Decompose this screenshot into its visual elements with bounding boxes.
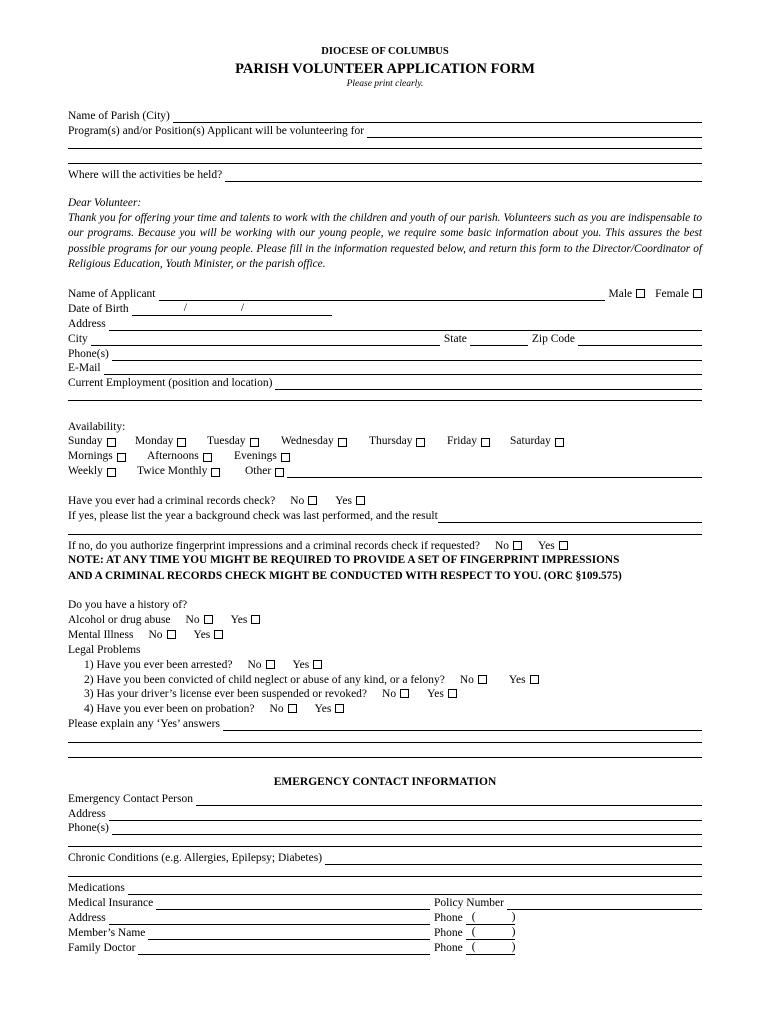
yes-label: Yes bbox=[335, 495, 353, 507]
mental-yes bbox=[194, 628, 224, 642]
other-label: Other bbox=[245, 465, 272, 477]
yes-label: Yes bbox=[427, 688, 444, 700]
day-sunday bbox=[68, 434, 116, 448]
probation-row bbox=[84, 702, 702, 716]
probation-no-checkbox[interactable] bbox=[288, 704, 297, 713]
programs-field[interactable] bbox=[367, 126, 702, 138]
parish-name-label: Name of Parish (City) bbox=[68, 110, 170, 122]
parish-name-row bbox=[68, 109, 702, 123]
emergency-person-label: Emergency Contact Person bbox=[68, 793, 193, 805]
policy-field[interactable] bbox=[507, 898, 702, 910]
criminal-check-yes bbox=[335, 494, 365, 508]
email-row bbox=[68, 361, 702, 375]
employment-row bbox=[68, 376, 702, 390]
twice-monthly-checkbox[interactable] bbox=[211, 468, 220, 477]
programs-field-line-2[interactable] bbox=[68, 148, 702, 149]
day-tuesday bbox=[207, 434, 259, 448]
member-phone-area-field[interactable] bbox=[476, 928, 512, 940]
day-monday bbox=[135, 434, 186, 448]
alcohol-no-checkbox[interactable] bbox=[204, 615, 213, 624]
dob-day-field[interactable] bbox=[187, 304, 241, 316]
emergency-heading: EMERGENCY CONTACT INFORMATION bbox=[273, 776, 497, 788]
member-phone-paren-open: ( bbox=[471, 926, 476, 938]
no-label: No bbox=[148, 629, 163, 641]
convicted-no bbox=[460, 673, 487, 687]
authorize-no-checkbox[interactable] bbox=[513, 541, 522, 550]
arrested-no bbox=[247, 658, 274, 672]
emergency-address-row bbox=[68, 807, 702, 821]
freq-weekly bbox=[68, 464, 116, 478]
letter-salutation: Dear Volunteer: bbox=[68, 197, 142, 209]
yes-label: Yes bbox=[508, 674, 526, 686]
member-row bbox=[68, 926, 430, 940]
weekly-label: Weekly bbox=[68, 465, 103, 477]
location-row bbox=[68, 168, 702, 182]
emergency-address-label: Address bbox=[68, 808, 106, 820]
insurance-address-label: Address bbox=[68, 912, 106, 924]
wednesday-checkbox[interactable] bbox=[338, 438, 347, 447]
medications-row bbox=[68, 881, 702, 895]
insurance-phone-paren-open: ( bbox=[471, 911, 476, 923]
probation-question: 4) Have you ever been on probation? bbox=[84, 703, 255, 715]
mornings-label: Mornings bbox=[68, 450, 113, 462]
explain-row bbox=[68, 717, 702, 731]
legal-title bbox=[68, 643, 702, 657]
weekly-checkbox[interactable] bbox=[107, 468, 116, 477]
doctor-field[interactable] bbox=[138, 943, 430, 955]
yes-label: Yes bbox=[230, 614, 248, 626]
email-label: E-Mail bbox=[68, 362, 101, 374]
print-instruction: Please print clearly. bbox=[346, 79, 424, 89]
fingerprint-note-line-2: AND A CRIMINAL RECORDS CHECK MIGHT BE CONDUCTED WITH RESPECT TO YOU. (ORC §109.575) bbox=[68, 570, 622, 582]
member-field[interactable] bbox=[148, 928, 430, 940]
no-label: No bbox=[269, 703, 284, 715]
convicted-row bbox=[84, 673, 702, 687]
doctor-phone-label: Phone bbox=[434, 942, 463, 954]
time-mornings bbox=[68, 449, 126, 463]
fingerprint-note-line-1: NOTE: AT ANY TIME YOU MIGHT BE REQUIRED TO PROVIDE A SET OF FINGERPRINT IMPRESSIONS bbox=[68, 554, 620, 566]
chronic-label: Chronic Conditions (e.g. Allergies, Epilepsy; Diabetes) bbox=[68, 852, 323, 864]
time-afternoons bbox=[147, 449, 212, 463]
evenings-checkbox[interactable] bbox=[281, 453, 290, 462]
mental-row bbox=[68, 628, 702, 642]
emergency-phone-field[interactable] bbox=[112, 823, 702, 835]
check-year-label: If yes, please list the year a background check was last performed, and the result bbox=[68, 510, 438, 522]
license-yes-checkbox[interactable] bbox=[448, 689, 457, 698]
legal-label: Legal Problems bbox=[68, 644, 141, 656]
twice-monthly-label: Twice Monthly bbox=[137, 465, 208, 477]
saturday-label: Saturday bbox=[510, 435, 551, 447]
criminal-check-no bbox=[290, 494, 317, 508]
friday-checkbox[interactable] bbox=[481, 438, 490, 447]
monday-checkbox[interactable] bbox=[177, 438, 186, 447]
explain-field-line-2[interactable] bbox=[68, 742, 702, 743]
authorize-row bbox=[68, 539, 702, 553]
tuesday-checkbox[interactable] bbox=[250, 438, 259, 447]
freq-other bbox=[245, 464, 702, 478]
alcohol-no bbox=[186, 613, 213, 627]
emergency-phone-label: Phone(s) bbox=[68, 822, 109, 834]
criminal-check-no-checkbox[interactable] bbox=[308, 496, 317, 505]
doctor-phone-row bbox=[434, 941, 515, 955]
doctor-phone-paren-close: ) bbox=[511, 941, 516, 953]
diocese-heading: DIOCESE OF COLUMBUS bbox=[321, 46, 449, 57]
dob-label: Date of Birth bbox=[68, 303, 129, 315]
availability-title bbox=[68, 420, 702, 434]
chronic-row bbox=[68, 851, 702, 865]
emergency-address-field[interactable] bbox=[109, 809, 702, 821]
no-label: No bbox=[185, 614, 200, 626]
emergency-person-field[interactable] bbox=[196, 794, 702, 806]
address-row bbox=[68, 317, 702, 331]
member-phone-label: Phone bbox=[434, 927, 463, 939]
insurance-address-field[interactable] bbox=[109, 913, 430, 925]
programs-row bbox=[68, 124, 702, 138]
criminal-check-row bbox=[68, 494, 702, 508]
sunday-checkbox[interactable] bbox=[107, 438, 116, 447]
criminal-check-question: Have you ever had a criminal records check? bbox=[68, 495, 276, 507]
employment-field-line-2[interactable] bbox=[68, 400, 702, 401]
chronic-field-line-2[interactable] bbox=[68, 876, 702, 877]
arrested-question: 1) Have you ever been arrested? bbox=[84, 659, 233, 671]
authorize-no bbox=[495, 539, 522, 553]
phone-label: Phone(s) bbox=[68, 348, 109, 360]
female-option bbox=[655, 287, 702, 301]
emergency-phone-line-2[interactable] bbox=[68, 846, 702, 847]
insurance-phone-row bbox=[434, 911, 515, 925]
afternoons-label: Afternoons bbox=[147, 450, 199, 462]
dob-slash-1: / bbox=[183, 302, 187, 314]
convicted-no-checkbox[interactable] bbox=[478, 675, 487, 684]
dob-month-field[interactable] bbox=[132, 304, 184, 316]
convicted-question: 2) Have you been convicted of child neglect or abuse of any kind, or a felony? bbox=[84, 674, 445, 686]
male-label: Male bbox=[608, 288, 633, 300]
afternoons-checkbox[interactable] bbox=[203, 453, 212, 462]
mornings-checkbox[interactable] bbox=[117, 453, 126, 462]
member-label: Member’s Name bbox=[68, 927, 146, 939]
authorize-yes bbox=[538, 539, 568, 553]
mental-yes-checkbox[interactable] bbox=[214, 630, 223, 639]
address-label: Address bbox=[68, 318, 106, 330]
time-evenings bbox=[234, 449, 290, 463]
doctor-phone-paren-open: ( bbox=[471, 941, 476, 953]
day-thursday bbox=[369, 434, 425, 448]
other-field[interactable] bbox=[287, 466, 702, 478]
male-checkbox[interactable] bbox=[636, 289, 645, 298]
chronic-field[interactable] bbox=[325, 853, 702, 865]
zip-label: Zip Code bbox=[531, 333, 575, 345]
emergency-phone-row bbox=[68, 821, 702, 835]
policy-row bbox=[434, 896, 702, 910]
employment-label: Current Employment (position and location) bbox=[68, 377, 273, 389]
city-field[interactable] bbox=[91, 334, 440, 346]
other-checkbox[interactable] bbox=[275, 468, 284, 477]
dob-row bbox=[68, 302, 702, 316]
alcohol-label: Alcohol or drug abuse bbox=[68, 614, 171, 626]
female-checkbox[interactable] bbox=[693, 289, 702, 298]
employment-field[interactable] bbox=[275, 378, 702, 390]
arrested-yes bbox=[293, 658, 323, 672]
history-title bbox=[68, 598, 702, 612]
applicant-name-label: Name of Applicant bbox=[68, 288, 156, 300]
female-label: Female bbox=[655, 288, 689, 300]
convicted-yes-checkbox[interactable] bbox=[530, 675, 539, 684]
form-title: PARISH VOLUNTEER APPLICATION FORM bbox=[235, 61, 535, 77]
no-label: No bbox=[459, 674, 474, 686]
phone-row bbox=[68, 347, 702, 361]
license-no-checkbox[interactable] bbox=[400, 689, 409, 698]
day-saturday bbox=[510, 434, 564, 448]
tuesday-label: Tuesday bbox=[207, 435, 246, 447]
zip-field[interactable] bbox=[578, 334, 702, 346]
authorize-question: If no, do you authorize fingerprint impressions and a criminal records check if requested? bbox=[68, 540, 480, 552]
state-field[interactable] bbox=[470, 334, 528, 346]
license-yes bbox=[427, 687, 457, 701]
yes-label: Yes bbox=[193, 629, 211, 641]
insurance-address-row bbox=[68, 911, 430, 925]
member-phone-paren-close: ) bbox=[511, 926, 516, 938]
mental-no bbox=[148, 628, 175, 642]
probation-yes bbox=[315, 702, 345, 716]
thursday-label: Thursday bbox=[369, 435, 413, 447]
medications-field[interactable] bbox=[128, 883, 702, 895]
insurance-label: Medical Insurance bbox=[68, 897, 154, 909]
license-row bbox=[84, 687, 702, 701]
alcohol-yes bbox=[231, 613, 261, 627]
yes-label: Yes bbox=[292, 659, 310, 671]
programs-field-line-3[interactable] bbox=[68, 163, 702, 164]
probation-yes-checkbox[interactable] bbox=[335, 704, 344, 713]
letter-body: Thank you for offering your time and talents to work with the children and youth of our parish. Volunteers such as you are indispensable to our programs. Because you will be working with our young people, we require some basic information about you. This assures the best possible programs for our young people. Please fill in the information requested below, and return this form to the Director/Coordinator of Religious Education, Youth Minister, or the parish office. bbox=[68, 212, 702, 270]
arrested-no-checkbox[interactable] bbox=[266, 660, 275, 669]
no-label: No bbox=[382, 688, 397, 700]
no-label: No bbox=[290, 495, 305, 507]
medications-label: Medications bbox=[68, 882, 125, 894]
availability-label: Availability: bbox=[68, 421, 126, 433]
convicted-yes bbox=[509, 673, 539, 687]
city-row bbox=[68, 332, 702, 346]
friday-label: Friday bbox=[447, 435, 478, 447]
explain-field[interactable] bbox=[223, 719, 702, 731]
freq-twice-monthly bbox=[137, 464, 220, 478]
doctor-phone-area-field[interactable] bbox=[476, 943, 512, 955]
programs-label: Program(s) and/or Position(s) Applicant will be volunteering for bbox=[68, 125, 365, 137]
mental-no-checkbox[interactable] bbox=[167, 630, 176, 639]
dob-year-field[interactable] bbox=[244, 304, 332, 316]
thursday-checkbox[interactable] bbox=[416, 438, 425, 447]
no-label: No bbox=[247, 659, 262, 671]
phone-field[interactable] bbox=[112, 349, 702, 361]
mental-label: Mental Illness bbox=[68, 629, 134, 641]
check-year-field[interactable] bbox=[438, 511, 702, 523]
saturday-checkbox[interactable] bbox=[555, 438, 564, 447]
insurance-phone-label: Phone bbox=[434, 912, 463, 924]
license-question: 3) Has your driver’s license ever been suspended or revoked? bbox=[84, 688, 368, 700]
insurance-phone-area-field[interactable] bbox=[476, 913, 512, 925]
alcohol-yes-checkbox[interactable] bbox=[251, 615, 260, 624]
yes-label: Yes bbox=[538, 540, 555, 552]
city-label: City bbox=[68, 333, 88, 345]
applicant-name-field[interactable] bbox=[159, 289, 605, 301]
doctor-row bbox=[68, 941, 430, 955]
no-label: No bbox=[494, 540, 510, 552]
arrested-yes-checkbox[interactable] bbox=[313, 660, 322, 669]
monday-label: Monday bbox=[135, 435, 174, 447]
probation-no bbox=[270, 702, 297, 716]
check-year-row bbox=[68, 509, 702, 523]
license-no bbox=[382, 687, 409, 701]
evenings-label: Evenings bbox=[234, 450, 277, 462]
state-label: State bbox=[443, 333, 467, 345]
wednesday-label: Wednesday bbox=[281, 435, 334, 447]
parish-name-field[interactable] bbox=[173, 111, 702, 123]
doctor-label: Family Doctor bbox=[68, 942, 136, 954]
location-field[interactable] bbox=[225, 170, 702, 182]
day-friday bbox=[447, 434, 490, 448]
authorize-yes-checkbox[interactable] bbox=[559, 541, 568, 550]
check-year-field-line-2[interactable] bbox=[68, 534, 702, 535]
insurance-phone-paren-close: ) bbox=[511, 911, 516, 923]
alcohol-row bbox=[68, 613, 702, 627]
location-label: Where will the activities be held? bbox=[68, 169, 223, 181]
member-phone-row bbox=[434, 926, 515, 940]
email-field[interactable] bbox=[104, 363, 702, 375]
explain-label: Please explain any ‘Yes’ answers bbox=[68, 718, 220, 730]
criminal-check-yes-checkbox[interactable] bbox=[356, 496, 365, 505]
applicant-name-row bbox=[68, 287, 702, 301]
yes-label: Yes bbox=[314, 703, 332, 715]
day-wednesday bbox=[281, 434, 347, 448]
explain-field-line-3[interactable] bbox=[68, 757, 702, 758]
history-label: Do you have a history of? bbox=[68, 599, 188, 611]
policy-label: Policy Number bbox=[434, 897, 504, 909]
arrested-row bbox=[84, 658, 702, 672]
male-option bbox=[609, 287, 646, 301]
insurance-row bbox=[68, 896, 430, 910]
sunday-label: Sunday bbox=[68, 435, 103, 447]
address-field[interactable] bbox=[109, 319, 702, 331]
emergency-person-row bbox=[68, 792, 702, 806]
dob-slash-2: / bbox=[240, 302, 245, 314]
insurance-field[interactable] bbox=[156, 898, 430, 910]
